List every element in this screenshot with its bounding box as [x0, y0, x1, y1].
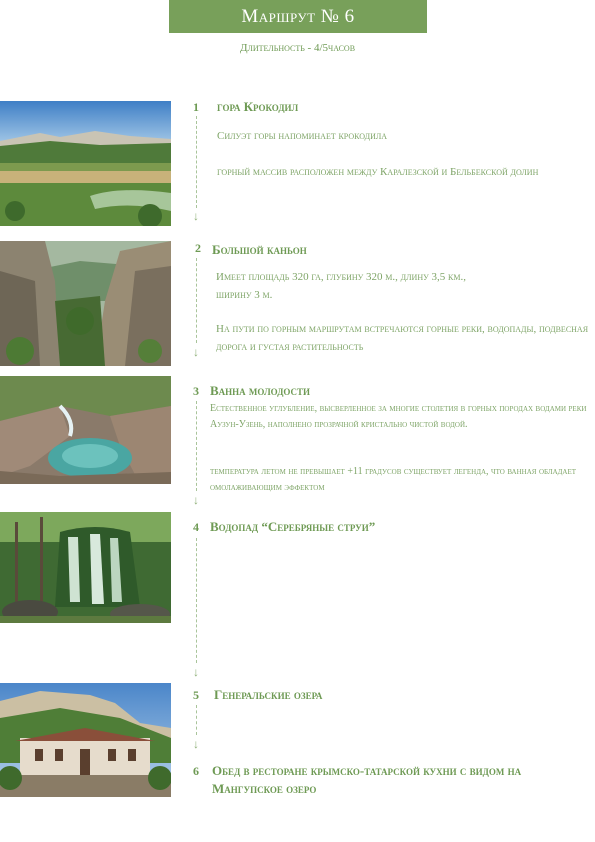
down-arrow-icon: ↓: [193, 737, 199, 751]
duration-text: Длительность - 4/5часов: [239, 42, 356, 54]
dashed-connector: [196, 705, 197, 735]
stop-title: Водопад “Серебряные струи”: [210, 519, 376, 534]
photo-general-lakes: [0, 683, 171, 797]
stop-paragraph: Силуэт горы напоминает крокодила: [217, 130, 388, 142]
route-title-bar: [169, 0, 427, 33]
stop-paragraph: На пути по горным маршрутам встречаются горные реки, водопады, подвесная дорога и густая растительность: [216, 323, 589, 353]
stop-paragraph: Естественное углубление, высверленное за многие столетия в горных породах водами реки Аузун-Узень, наполнено прозрачной кристально чистой водой.: [210, 403, 587, 430]
photo-silver-streams-waterfall: [0, 512, 171, 623]
stop-title: Большой каньон: [212, 242, 307, 257]
stop-title: Генеральские озера: [214, 687, 323, 702]
down-arrow-icon: ↓: [193, 209, 199, 223]
dashed-connector: [196, 538, 197, 663]
photo-grand-canyon: [0, 241, 171, 366]
stop-title: Обед в ресторане крымско-татарской кухни с видом на Мангупское озеро: [212, 763, 522, 796]
stop-number: 3: [193, 384, 199, 398]
down-arrow-icon: ↓: [193, 493, 199, 507]
photo-crocodile-mountain: [0, 101, 171, 226]
stop-number: 4: [193, 520, 199, 534]
dashed-connector: [196, 401, 197, 491]
dashed-connector: [196, 116, 197, 208]
route-title: Маршрут № 6: [241, 5, 355, 27]
stop-paragraph: горный массив расположен между Каралезской и Бельбекской долин: [217, 166, 539, 178]
dashed-connector: [196, 258, 197, 343]
stop-paragraph: Имеет площадь 320 га, глубину 320 м., длину 3,5 км., ширину 3 м.: [216, 271, 466, 301]
down-arrow-icon: ↓: [193, 665, 199, 679]
stop-number: 2: [195, 241, 201, 255]
stop-number: 6: [193, 764, 199, 778]
stop-title: гора Крокодил: [217, 99, 299, 114]
stop-title: Ванна молодости: [210, 383, 311, 398]
stop-number: 5: [193, 688, 199, 702]
stop-number: 1: [193, 100, 199, 114]
photo-bath-of-youth: [0, 376, 171, 484]
down-arrow-icon: ↓: [193, 345, 199, 359]
stop-paragraph: температура летом не превышает +11 градусов существует легенда, что ванная обладает омолаживающим эффектом: [210, 466, 577, 493]
